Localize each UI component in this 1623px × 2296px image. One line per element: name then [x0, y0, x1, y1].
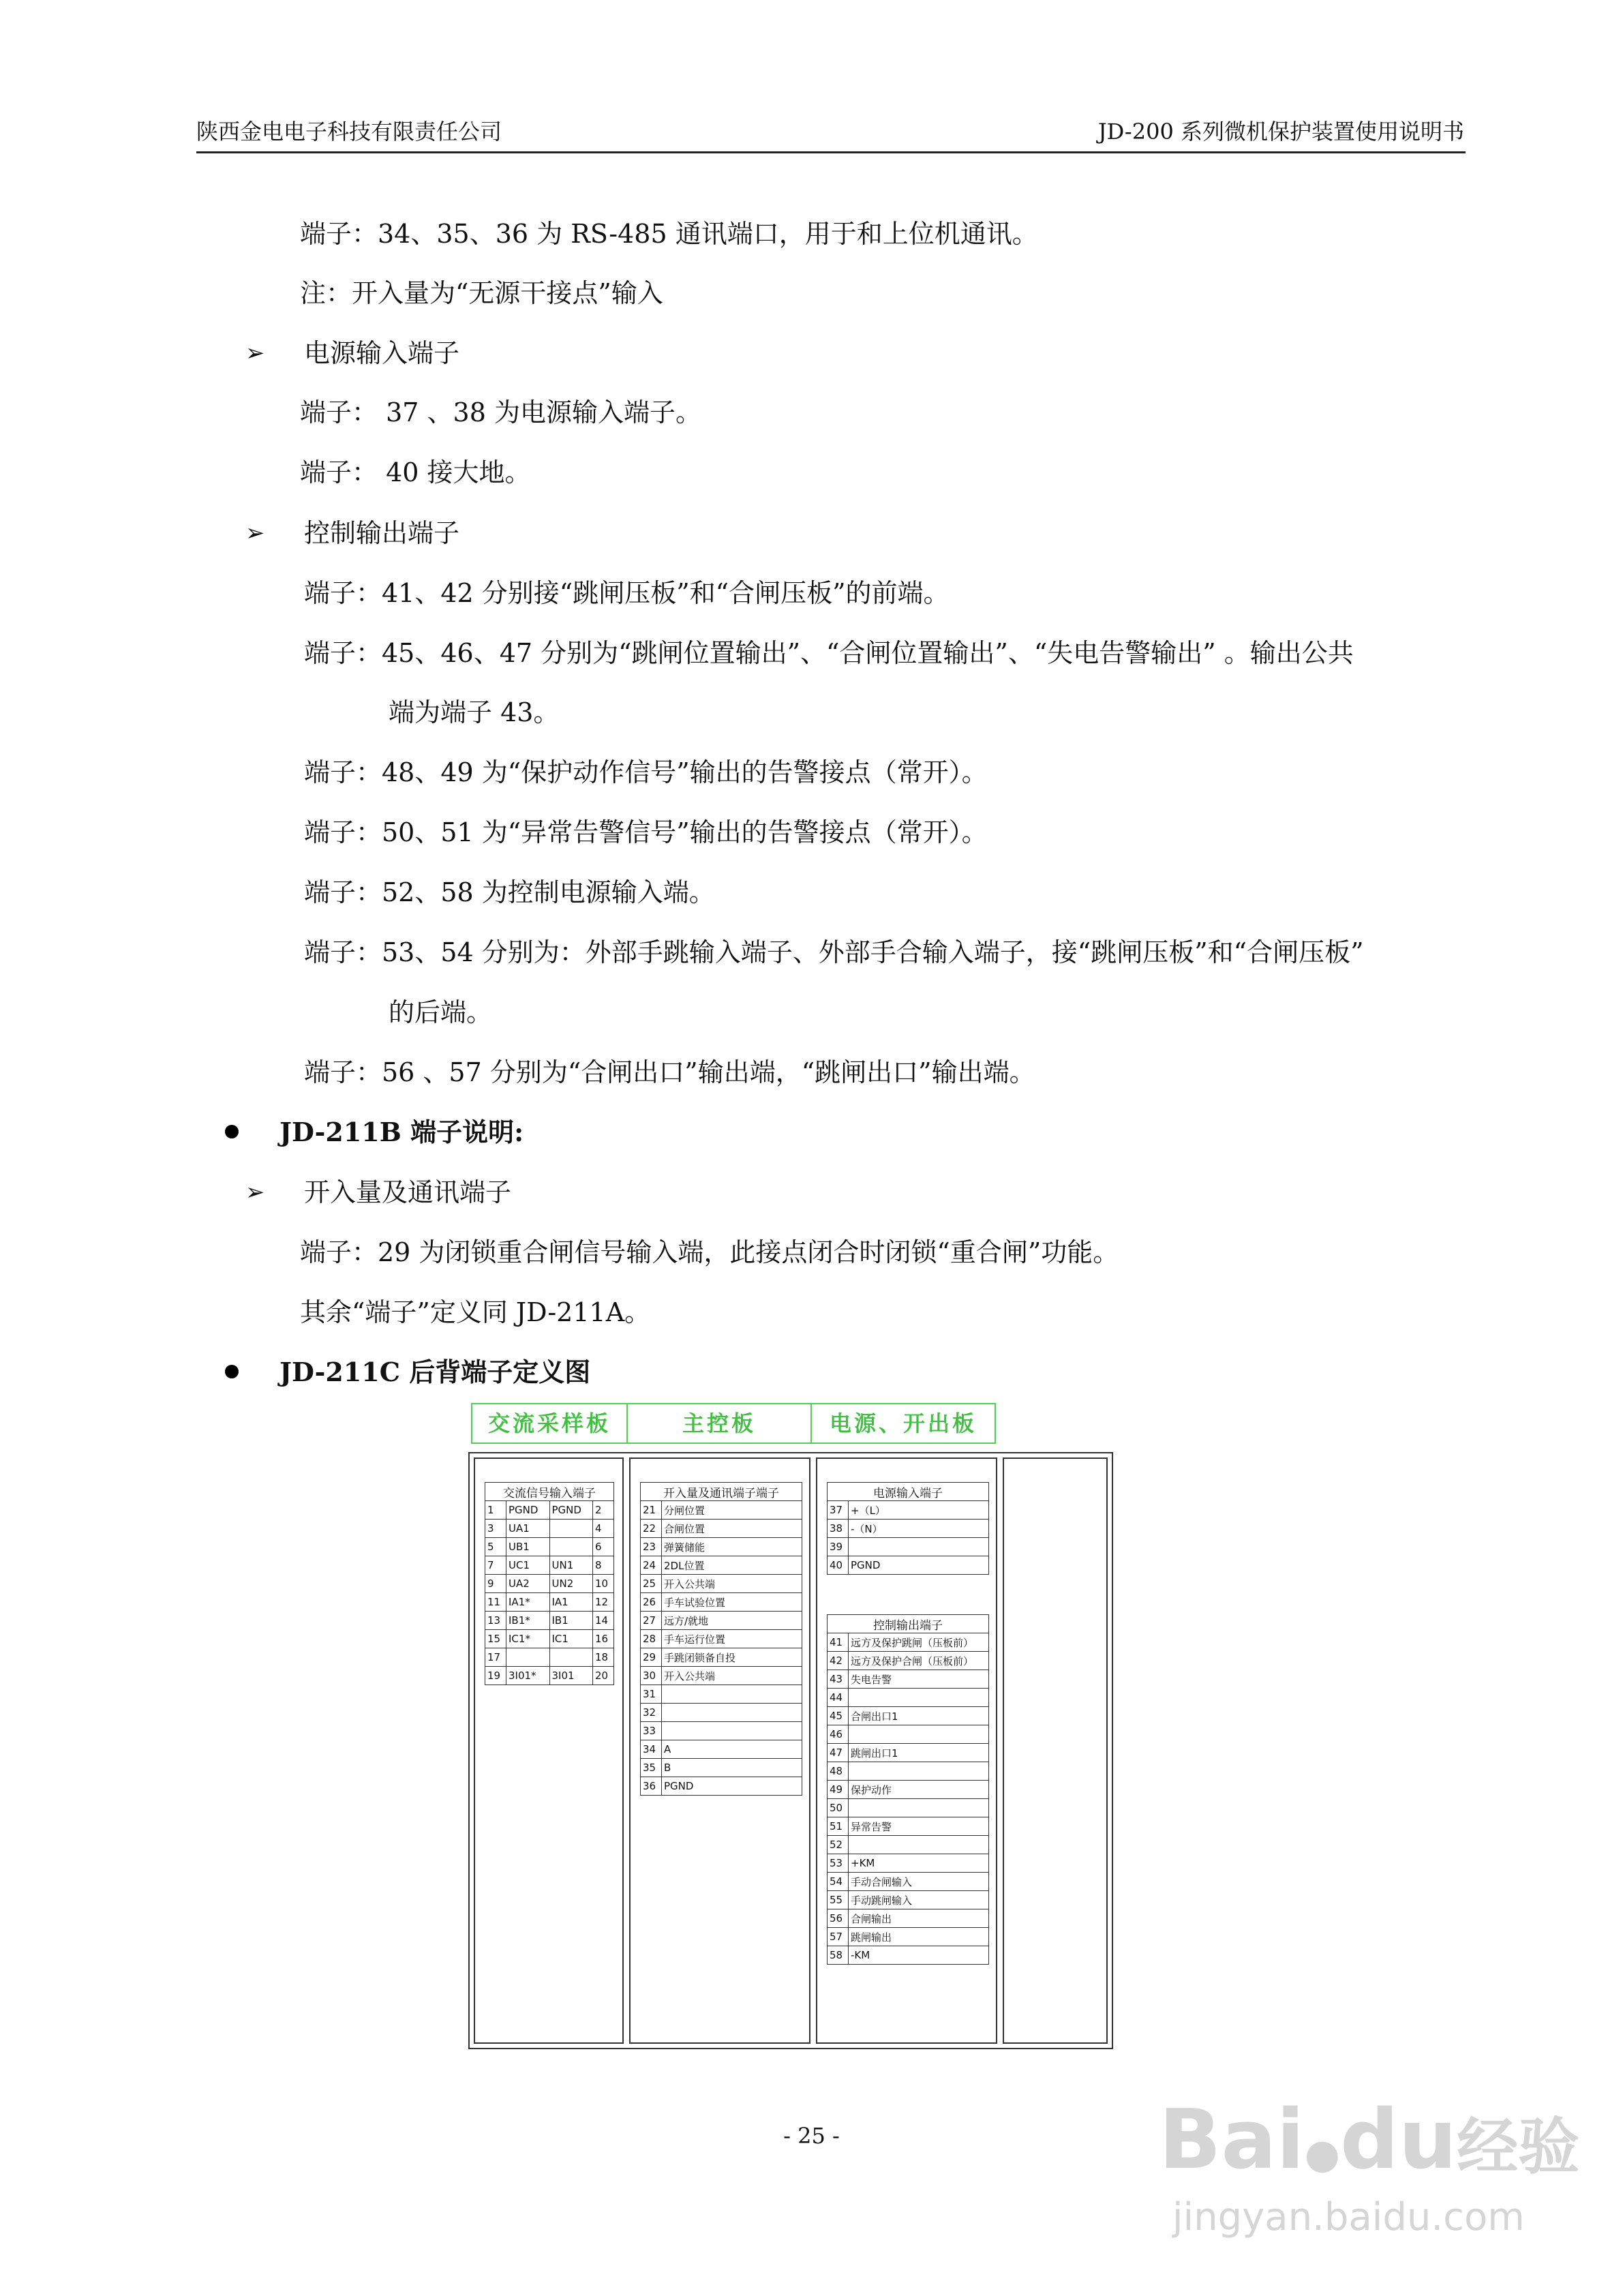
terminal-label: 手车试验位置: [662, 1593, 802, 1612]
board-label-main: 主控板: [626, 1403, 812, 1444]
para-rs485: 端子：34、35、36 为 RS-485 通讯端口，用于和上位机通讯。: [300, 219, 1038, 249]
terminal-row: [641, 1501, 802, 1520]
terminal-number: 58: [828, 1946, 849, 1965]
terminal-number: 23: [641, 1538, 662, 1556]
section-io-comm: 开入量及通讯端子: [304, 1177, 512, 1207]
terminal-label: 保护动作: [849, 1781, 989, 1799]
terminal-row: [641, 1667, 802, 1685]
terminal-row: [828, 1817, 989, 1836]
terminal-label: UA1: [506, 1520, 550, 1538]
terminal-number: 4: [593, 1520, 614, 1538]
terminal-row: [485, 1648, 614, 1667]
arrow-bullet-icon: ➢: [245, 519, 265, 547]
terminal-label: 手车运行位置: [662, 1630, 802, 1648]
terminal-number: 36: [641, 1777, 662, 1796]
terminal-label: 合闸输出: [849, 1909, 989, 1928]
para-45-47: 端子：45、46、47 分别为“跳闸位置输出”、“合闸位置输出”、“失电告警输出” 。输出公共: [304, 638, 1354, 668]
terminal-number: 46: [828, 1725, 849, 1744]
terminal-label: 3I01*: [506, 1667, 550, 1685]
para-rest: 其余“端子”定义同 JD-211A。: [300, 1297, 651, 1327]
terminal-number: 19: [485, 1667, 506, 1685]
terminal-label: [506, 1648, 550, 1667]
arrow-bullet-icon: ➢: [245, 1179, 265, 1206]
arrow-bullet-icon: ➢: [245, 339, 265, 367]
terminal-label: UC1: [506, 1556, 550, 1575]
para-ground: 端子： 40 接大地。: [300, 457, 531, 487]
terminal-label: [849, 1836, 989, 1854]
para-52-58: 端子：52、58 为控制电源输入端。: [304, 877, 715, 907]
terminal-number: 51: [828, 1817, 849, 1836]
terminal-label: 弹簧储能: [662, 1538, 802, 1556]
terminal-label: UA2: [506, 1575, 550, 1593]
terminal-number: 22: [641, 1520, 662, 1538]
terminal-label: +KM: [849, 1854, 989, 1873]
terminal-label: 开入公共端: [662, 1667, 802, 1685]
table-title: 控制输出端子: [828, 1615, 989, 1633]
terminal-row: [828, 1928, 989, 1946]
terminal-label: [662, 1685, 802, 1704]
terminal-label: 开入公共端: [662, 1575, 802, 1593]
terminal-row: [641, 1593, 802, 1612]
terminal-number: 21: [641, 1501, 662, 1520]
terminal-row: [828, 1836, 989, 1854]
terminal-label: A: [662, 1740, 802, 1759]
terminal-label: +（L）: [849, 1501, 989, 1520]
terminal-row: [641, 1685, 802, 1704]
terminal-row: [485, 1501, 614, 1520]
para-29: 端子：29 为闭锁重合闸信号输入端，此接点闭合时闭锁“重合闸”功能。: [300, 1237, 1119, 1267]
table-title: 交流信号输入端子: [485, 1483, 614, 1501]
paw-icon: ●: [1304, 2130, 1340, 2178]
header-doc-title: JD-200 系列微机保护装置使用说明书: [1097, 119, 1464, 145]
terminal-number: 32: [641, 1704, 662, 1722]
terminal-row: [828, 1652, 989, 1670]
terminal-number: 8: [593, 1556, 614, 1575]
terminal-row: [828, 1781, 989, 1799]
watermark-brand-a: Bai: [1159, 2093, 1305, 2188]
terminal-row: [485, 1593, 614, 1612]
terminal-number: 10: [593, 1575, 614, 1593]
terminal-row: [641, 1777, 802, 1796]
terminal-label: B: [662, 1759, 802, 1777]
terminal-label: IA1*: [506, 1593, 550, 1612]
terminal-label: [549, 1520, 593, 1538]
terminal-label: 3I01: [549, 1667, 593, 1685]
terminal-label: 2DL位置: [662, 1556, 802, 1575]
terminal-number: 25: [641, 1575, 662, 1593]
terminal-row: [485, 1667, 614, 1685]
terminal-label: -（N）: [849, 1520, 989, 1538]
bullet-icon: [225, 1125, 239, 1138]
terminal-label: 失电告警: [849, 1670, 989, 1689]
table-power-terminals: [827, 1482, 989, 1575]
para-48-49: 端子：48、49 为“保护动作信号”输出的告警接点（常开）。: [304, 757, 988, 787]
section-power-input: 电源输入端子: [304, 338, 460, 368]
para-note: 注：开入量为“无源干接点”输入: [300, 278, 663, 308]
para-56-57: 端子：56 、57 分别为“合闸出口”输出端，“跳闸出口”输出端。: [304, 1057, 1035, 1087]
terminal-label: IC1*: [506, 1630, 550, 1648]
terminal-row: [641, 1520, 802, 1538]
terminal-row: [828, 1520, 989, 1538]
terminal-number: 54: [828, 1873, 849, 1891]
watermark-brand-c: 经验: [1457, 2111, 1580, 2183]
section-jd211b: JD-211B 端子说明:: [279, 1117, 524, 1147]
baidu-watermark-logo: [1159, 2093, 1579, 2188]
terminal-row: [641, 1704, 802, 1722]
bullet-icon: [225, 1365, 239, 1378]
terminal-number: 52: [828, 1836, 849, 1854]
terminal-row: [828, 1725, 989, 1744]
terminal-label: 分闸位置: [662, 1501, 802, 1520]
terminal-number: 20: [593, 1667, 614, 1685]
terminal-row: [641, 1575, 802, 1593]
terminal-label: 手动合闸输入: [849, 1873, 989, 1891]
terminal-number: 44: [828, 1689, 849, 1707]
terminal-label: [849, 1762, 989, 1781]
para-41-42: 端子：41、42 分别接“跳闸压板”和“合闸压板”的前端。: [304, 578, 950, 608]
header-rule: [196, 151, 1466, 153]
terminal-label: [662, 1704, 802, 1722]
terminal-number: 17: [485, 1648, 506, 1667]
terminal-number: 34: [641, 1740, 662, 1759]
terminal-row: [828, 1799, 989, 1817]
terminal-label: PGND: [549, 1501, 593, 1520]
terminal-row: [828, 1762, 989, 1781]
terminal-number: 45: [828, 1707, 849, 1725]
terminal-row: [828, 1633, 989, 1652]
terminal-label: [849, 1725, 989, 1744]
para-53-54: 端子：53、54 分别为：外部手跳输入端子、外部手合输入端子，接“跳闸压板”和“合闸压板”: [304, 937, 1364, 967]
terminal-label: 远方及保护跳闸（压板前）: [849, 1633, 989, 1652]
terminal-row: [828, 1707, 989, 1725]
terminal-row: [641, 1612, 802, 1630]
table-control-terminals: [827, 1614, 989, 1965]
terminal-label: PGND: [506, 1501, 550, 1520]
terminal-number: 35: [641, 1759, 662, 1777]
terminal-label: UB1: [506, 1538, 550, 1556]
terminal-number: 24: [641, 1556, 662, 1575]
terminal-label: IB1: [549, 1612, 593, 1630]
terminal-number: 42: [828, 1652, 849, 1670]
terminal-label: -KM: [849, 1946, 989, 1965]
para-power-terminals: 端子： 37 、38 为电源输入端子。: [300, 397, 701, 427]
terminal-label: 手动跳闸输入: [849, 1891, 989, 1909]
terminal-number: 41: [828, 1633, 849, 1652]
terminal-number: 3: [485, 1520, 506, 1538]
terminal-row: [828, 1689, 989, 1707]
terminal-label: [662, 1722, 802, 1740]
terminal-row: [641, 1722, 802, 1740]
watermark-brand-b: du: [1339, 2093, 1457, 2188]
terminal-number: 30: [641, 1667, 662, 1685]
terminal-number: 16: [593, 1630, 614, 1648]
terminal-row: [828, 1946, 989, 1965]
terminal-number: 38: [828, 1520, 849, 1538]
terminal-number: 14: [593, 1612, 614, 1630]
terminal-label: UN1: [549, 1556, 593, 1575]
terminal-label: [849, 1538, 989, 1556]
terminal-row: [828, 1873, 989, 1891]
page-number: - 25 -: [783, 2123, 840, 2149]
terminal-number: 53: [828, 1854, 849, 1873]
terminal-label: 远方/就地: [662, 1612, 802, 1630]
terminal-label: 合闸出口1: [849, 1707, 989, 1725]
terminal-number: 43: [828, 1670, 849, 1689]
table-title: 电源输入端子: [828, 1483, 989, 1501]
terminal-diagram: [468, 1403, 1113, 2049]
terminal-row: [828, 1744, 989, 1762]
terminal-row: [828, 1538, 989, 1556]
terminal-row: [485, 1520, 614, 1538]
terminal-label: [849, 1689, 989, 1707]
terminal-label: IC1: [549, 1630, 593, 1648]
terminal-number: 5: [485, 1538, 506, 1556]
terminal-label: [549, 1648, 593, 1667]
terminal-number: 57: [828, 1928, 849, 1946]
terminal-number: 48: [828, 1762, 849, 1781]
terminal-row: [641, 1740, 802, 1759]
terminal-number: 11: [485, 1593, 506, 1612]
terminal-label: 远方及保护合闸（压板前）: [849, 1652, 989, 1670]
terminal-number: 26: [641, 1593, 662, 1612]
terminal-number: 12: [593, 1593, 614, 1612]
terminal-row: [641, 1759, 802, 1777]
terminal-row: [641, 1648, 802, 1667]
terminal-row: [828, 1854, 989, 1873]
terminal-label: IB1*: [506, 1612, 550, 1630]
terminal-number: 9: [485, 1575, 506, 1593]
terminal-row: [641, 1630, 802, 1648]
terminal-number: 39: [828, 1538, 849, 1556]
table-title: 开入量及通讯端子端子: [641, 1483, 802, 1501]
terminal-number: 1: [485, 1501, 506, 1520]
terminal-row: [828, 1556, 989, 1575]
terminal-number: 13: [485, 1612, 506, 1630]
terminal-label: [849, 1799, 989, 1817]
section-jd211c: JD-211C 后背端子定义图: [279, 1357, 591, 1387]
terminal-number: 40: [828, 1556, 849, 1575]
header-company: 陕西金电电子科技有限责任公司: [196, 119, 502, 145]
terminal-number: 50: [828, 1799, 849, 1817]
terminal-number: 18: [593, 1648, 614, 1667]
terminal-row: [485, 1538, 614, 1556]
board-label-ac: 交流采样板: [471, 1403, 628, 1444]
panel-empty: [1003, 1457, 1108, 2044]
terminal-label: [549, 1538, 593, 1556]
terminal-row: [828, 1670, 989, 1689]
terminal-row: [828, 1891, 989, 1909]
terminal-row: [485, 1612, 614, 1630]
section-control-output: 控制输出端子: [304, 518, 460, 548]
terminal-label: PGND: [849, 1556, 989, 1575]
terminal-number: 28: [641, 1630, 662, 1648]
terminal-number: 29: [641, 1648, 662, 1667]
terminal-label: 跳闸输出: [849, 1928, 989, 1946]
terminal-row: [485, 1556, 614, 1575]
para-50-51: 端子：50、51 为“异常告警信号”输出的告警接点（常开）。: [304, 817, 988, 847]
para-53-54-cont: 的后端。: [389, 997, 493, 1027]
terminal-row: [641, 1538, 802, 1556]
terminal-row: [485, 1575, 614, 1593]
terminal-number: 7: [485, 1556, 506, 1575]
terminal-label: 手跳闭锁备自投: [662, 1648, 802, 1667]
terminal-number: 33: [641, 1722, 662, 1740]
terminal-number: 31: [641, 1685, 662, 1704]
terminal-row: [641, 1556, 802, 1575]
terminal-label: IA1: [549, 1593, 593, 1612]
terminal-number: 37: [828, 1501, 849, 1520]
terminal-number: 6: [593, 1538, 614, 1556]
terminal-number: 27: [641, 1612, 662, 1630]
terminal-row: [485, 1630, 614, 1648]
terminal-number: 2: [593, 1501, 614, 1520]
terminal-number: 56: [828, 1909, 849, 1928]
table-main-terminals: [640, 1482, 802, 1796]
board-label-power: 电源、开出板: [810, 1403, 996, 1444]
table-ac-terminals: [485, 1482, 614, 1685]
terminal-label: 合闸位置: [662, 1520, 802, 1538]
terminal-label: 异常告警: [849, 1817, 989, 1836]
terminal-label: 跳闸出口1: [849, 1744, 989, 1762]
terminal-number: 47: [828, 1744, 849, 1762]
para-45-47-cont: 端为端子 43。: [389, 697, 560, 727]
terminal-number: 49: [828, 1781, 849, 1799]
terminal-label: PGND: [662, 1777, 802, 1796]
terminal-row: [828, 1909, 989, 1928]
watermark-url: jingyan.baidu.com: [1172, 2195, 1525, 2239]
terminal-number: 55: [828, 1891, 849, 1909]
terminal-number: 15: [485, 1630, 506, 1648]
terminal-row: [828, 1501, 989, 1520]
terminal-label: UN2: [549, 1575, 593, 1593]
